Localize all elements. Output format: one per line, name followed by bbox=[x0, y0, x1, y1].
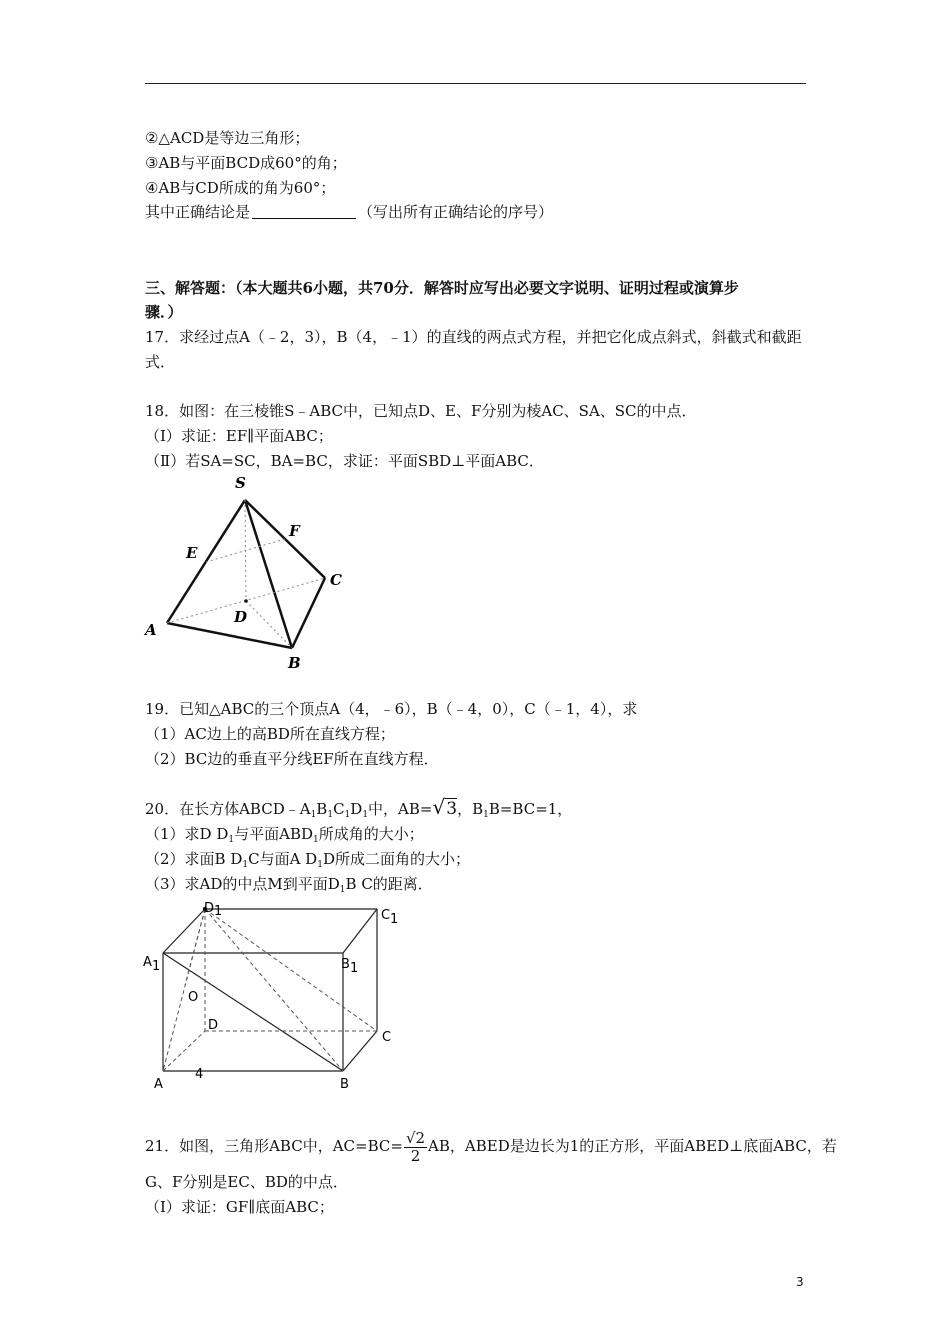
label-d: D bbox=[234, 608, 248, 626]
label-f: F bbox=[289, 522, 300, 540]
label-o: O bbox=[188, 990, 199, 1005]
question-19: 19．已知△ABC的三个顶点A（4，﹣6），B（﹣4，0），C（﹣1，4），求 bbox=[145, 700, 638, 718]
svg-text:1: 1 bbox=[152, 959, 161, 974]
question-18-part1: （Ⅰ）求证：EF∥平面ABC； bbox=[145, 427, 333, 445]
label-c1: C bbox=[381, 908, 391, 923]
question-18-part2: （Ⅱ）若SA=SC，BA=BC，求证：平面SBD⊥平面ABC． bbox=[145, 452, 544, 470]
question-19-part2: （2）BC边的垂直平分线EF所在直线方程． bbox=[145, 750, 439, 768]
line-conclusion-2: ②△ACD是等边三角形； bbox=[145, 129, 310, 147]
cuboid-figure bbox=[140, 895, 410, 1095]
label-a1: A bbox=[143, 955, 152, 970]
svg-text:1: 1 bbox=[390, 912, 399, 927]
question-18: 18．如图：在三棱锥S﹣ABC中，已知点D、E、F分别为棱AC、SA、SC的中点． bbox=[145, 402, 697, 420]
fraction-sqrt2-over-2: $\frac{√2}{2}$ bbox=[405, 1128, 426, 1165]
label-b: B bbox=[288, 654, 301, 672]
question-20-part2: （2）求面B $D_1C$与面A $D_1D$所成二面角的大小； bbox=[145, 850, 470, 870]
label-d: D bbox=[208, 1018, 219, 1033]
label-a: A bbox=[145, 621, 157, 639]
header-rule bbox=[145, 83, 806, 84]
label-c: C bbox=[382, 1030, 392, 1045]
svg-text:1: 1 bbox=[214, 904, 223, 919]
label-s: S bbox=[235, 474, 246, 492]
line-answer-prompt: 其中正确结论是 （写出所有正确结论的序号） bbox=[145, 203, 554, 221]
page-number: 3 bbox=[796, 1275, 804, 1289]
tetrahedron-figure bbox=[140, 470, 360, 675]
question-21-part1: （Ⅰ）求证：GF∥底面ABC； bbox=[145, 1198, 334, 1216]
answer-blank[interactable] bbox=[252, 204, 356, 219]
question-20-part3: （3）求AD的中点M到平面$D_1B$ C的距离． bbox=[145, 875, 433, 895]
label-m: 4 bbox=[195, 1067, 204, 1082]
label-c: C bbox=[330, 571, 342, 589]
question-21: 21．如图，三角形ABC中，AC=BC= $\frac{√2}{2}$ AB，ABED是边长为1的正方形，平面ABED⊥底面ABC，若 bbox=[145, 1128, 837, 1165]
question-20-part1: （1）求D $D_1$与平面$ABD_1$所成角的大小； bbox=[145, 825, 424, 845]
section-heading-cont: 骤．） bbox=[145, 303, 183, 321]
question-17-cont: 式． bbox=[145, 353, 176, 371]
line-conclusion-3: ③AB与平面BCD成60°的角； bbox=[145, 154, 347, 172]
label-d1: D bbox=[204, 901, 215, 916]
svg-text:1: 1 bbox=[350, 961, 359, 976]
question-20: 20．在长方体$ABCD﹣A_1B_1C_1D_1$中，AB=√3，$B_1B=BC=1$， bbox=[145, 795, 573, 820]
question-17: 17．求经过点A（﹣2，3），B（4，﹣1）的直线的两点式方程，并把它化成点斜式，斜截式和截距 bbox=[145, 328, 802, 346]
section-heading: 三、解答题：（本大题共6小题，共70分．解答时应写出必要文字说明、证明过程或演算步 bbox=[145, 279, 739, 297]
label-b: B bbox=[340, 1077, 349, 1092]
question-21-cont: G、F分别是EC、BD的中点． bbox=[145, 1173, 348, 1191]
question-19-part1: （1）AC边上的高BD所在直线方程； bbox=[145, 725, 395, 743]
label-e: E bbox=[186, 544, 198, 562]
label-a: A bbox=[154, 1077, 163, 1092]
line-conclusion-4: ④AB与CD所成的角为60°； bbox=[145, 179, 336, 197]
label-b1: B bbox=[341, 957, 350, 972]
